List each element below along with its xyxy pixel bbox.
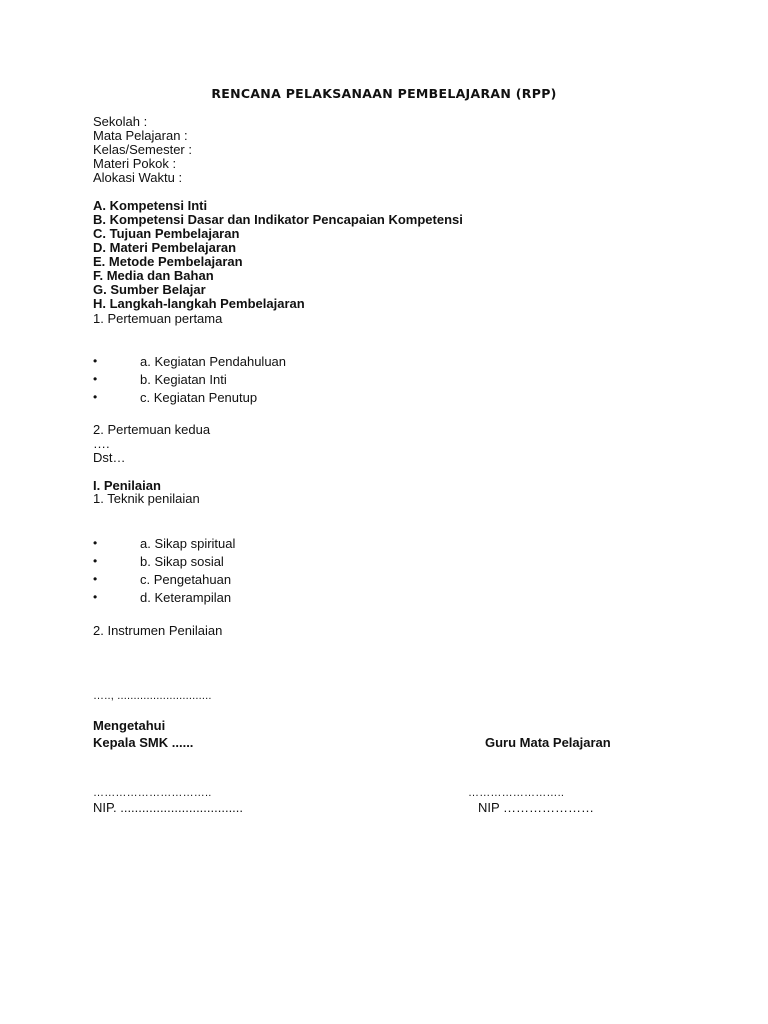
bullet-icon: •	[93, 554, 98, 568]
list-item: a. Kegiatan Pendahuluan	[140, 354, 287, 369]
principal-label: Kepala SMK ......	[93, 735, 194, 750]
document-title: RENCANA PELAKSANAAN PEMBELAJARAN (RPP)	[211, 86, 557, 101]
teacher-nip: NIP …………………	[478, 800, 595, 815]
field-school: Sekolah :	[93, 114, 148, 129]
section-heading: C. Tujuan Pembelajaran	[93, 226, 240, 241]
assessment-heading: I. Penilaian	[93, 478, 161, 493]
acknowledge-label: Mengetahui	[93, 718, 166, 733]
field-main-material: Materi Pokok :	[93, 156, 177, 171]
section-heading: D. Materi Pembelajaran	[93, 240, 237, 255]
principal-nip: NIP. ..................................	[93, 800, 244, 815]
bullet-icon: •	[93, 590, 98, 604]
list-item: b. Kegiatan Inti	[140, 372, 227, 387]
meeting-2-label: 2. Pertemuan kedua	[93, 422, 211, 437]
ellipsis-text: ….	[93, 436, 110, 451]
section-heading: B. Kompetensi Dasar dan Indikator Pencapaian Kompetensi	[93, 212, 463, 227]
assessment-instrument: 2. Instrumen Penilaian	[93, 623, 223, 638]
section-heading: A. Kompetensi Inti	[93, 198, 208, 213]
principal-name-line: …………………………..	[93, 787, 212, 799]
assessment-technique: 1. Teknik penilaian	[93, 491, 200, 506]
place-date: ….., .............................	[93, 690, 212, 702]
meeting-1-label: 1. Pertemuan pertama	[93, 311, 223, 326]
field-subject: Mata Pelajaran :	[93, 128, 188, 143]
list-item: c. Pengetahuan	[140, 572, 232, 587]
list-item: a. Sikap spiritual	[140, 536, 236, 551]
field-time-allocation: Alokasi Waktu :	[93, 170, 183, 185]
section-heading: G. Sumber Belajar	[93, 282, 206, 297]
bullet-icon: •	[93, 390, 98, 404]
teacher-label: Guru Mata Pelajaran	[485, 735, 611, 750]
section-heading: F. Media dan Bahan	[93, 268, 214, 283]
bullet-icon: •	[93, 536, 98, 550]
bullet-icon: •	[93, 372, 98, 386]
bullet-icon: •	[93, 354, 98, 368]
list-item: b. Sikap sosial	[140, 554, 224, 569]
bullet-icon: •	[93, 572, 98, 586]
list-item: d. Keterampilan	[140, 590, 232, 605]
dst-text: Dst…	[93, 450, 126, 465]
section-heading: H. Langkah-langkah Pembelajaran	[93, 296, 305, 311]
section-heading: E. Metode Pembelajaran	[93, 254, 243, 269]
teacher-name-line: ……………………..	[468, 787, 565, 799]
field-class-semester: Kelas/Semester :	[93, 142, 192, 157]
list-item: c. Kegiatan Penutup	[140, 390, 258, 405]
